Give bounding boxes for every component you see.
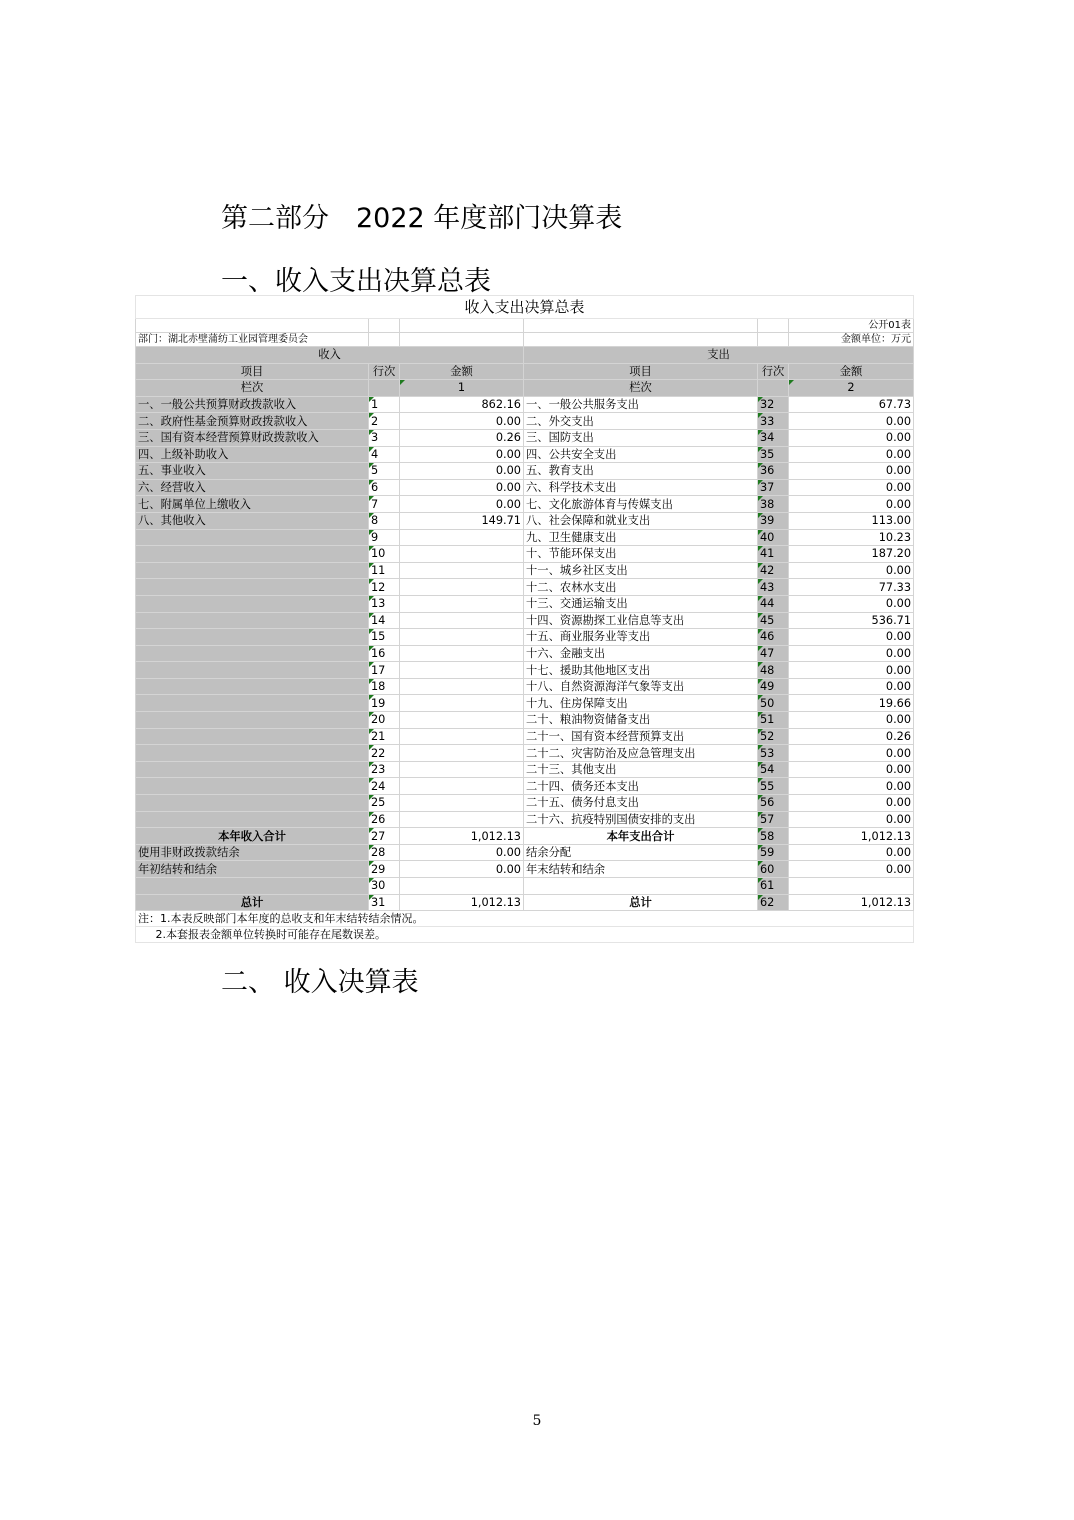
expense-item: 十九、住房保障支出	[524, 695, 758, 712]
income-row-no: 21	[369, 728, 400, 745]
expense-item: 十八、自然资源海洋气象等支出	[524, 678, 758, 695]
form-code: 公开01表	[789, 319, 914, 333]
income-item	[136, 579, 369, 596]
income-amount: 0.00	[400, 446, 524, 463]
income-item	[136, 662, 369, 679]
section-heading-2: 二、 收入决算表	[221, 967, 419, 998]
income-row-no: 15	[369, 629, 400, 646]
income-amount	[400, 795, 524, 812]
expense-item: 结余分配	[524, 844, 758, 861]
income-row-no-header: 行次	[369, 363, 400, 380]
income-row-no: 28	[369, 844, 400, 861]
expense-item: 十、节能环保支出	[524, 546, 758, 563]
income-item	[136, 562, 369, 579]
income-amount	[400, 629, 524, 646]
income-row-no: 6	[369, 479, 400, 496]
expense-amount: 0.00	[789, 761, 914, 778]
expense-index-label: 栏次	[524, 380, 758, 397]
table-note: 注：1.本表反映部门本年度的总收支和年末结转结余情况。	[136, 911, 914, 927]
income-amount: 149.71	[400, 512, 524, 529]
income-index-label: 栏次	[136, 380, 369, 397]
table-row	[136, 629, 914, 646]
expense-item: 八、社会保障和就业支出	[524, 512, 758, 529]
expense-row-no: 38	[758, 496, 789, 513]
income-row-no: 11	[369, 562, 400, 579]
income-item: 四、上级补助收入	[136, 446, 369, 463]
expense-row-no: 46	[758, 629, 789, 646]
expense-index-empty	[758, 380, 789, 397]
expense-row-no: 56	[758, 795, 789, 812]
expense-amount: 0.00	[789, 844, 914, 861]
income-row-no: 22	[369, 745, 400, 762]
expense-item: 一、一般公共服务支出	[524, 396, 758, 413]
income-item: 六、经营收入	[136, 479, 369, 496]
expense-amount: 77.33	[789, 579, 914, 596]
income-amount	[400, 546, 524, 563]
expense-amount: 1,012.13	[789, 828, 914, 845]
expense-amount: 0.00	[789, 712, 914, 729]
expense-item: 总计	[524, 894, 758, 911]
income-item	[136, 678, 369, 695]
income-item	[136, 728, 369, 745]
income-amount: 0.00	[400, 496, 524, 513]
table-row	[136, 413, 914, 430]
table-row	[136, 562, 914, 579]
page-number: 5	[532, 1413, 542, 1429]
income-item: 一、一般公共预算财政拨款收入	[136, 396, 369, 413]
expense-amount: 0.00	[789, 645, 914, 662]
expense-row-no: 50	[758, 695, 789, 712]
expense-amount: 0.00	[789, 678, 914, 695]
income-row-no: 29	[369, 861, 400, 878]
income-item: 使用非财政拨款结余	[136, 844, 369, 861]
expense-item: 二十、粮油物资储备支出	[524, 712, 758, 729]
expense-item: 二十六、抗疫特别国债安排的支出	[524, 811, 758, 828]
income-row-no: 20	[369, 712, 400, 729]
income-amount-header: 金额	[400, 363, 524, 380]
expense-amount: 0.00	[789, 413, 914, 430]
expense-item: 四、公共安全支出	[524, 446, 758, 463]
income-amount	[400, 695, 524, 712]
expense-item: 二十一、国有资本经营预算支出	[524, 728, 758, 745]
expense-amount: 0.26	[789, 728, 914, 745]
income-row-no: 9	[369, 529, 400, 546]
expense-row-no: 57	[758, 811, 789, 828]
income-index-empty	[369, 380, 400, 397]
expense-amount: 1,012.13	[789, 894, 914, 911]
expense-item: 十二、农林水支出	[524, 579, 758, 596]
income-row-no: 10	[369, 546, 400, 563]
expense-amount: 0.00	[789, 562, 914, 579]
expense-item: 二十四、债务还本支出	[524, 778, 758, 795]
expense-item: 三、国防支出	[524, 429, 758, 446]
expense-amount	[789, 878, 914, 895]
table-row	[136, 463, 914, 480]
expense-row-no: 47	[758, 645, 789, 662]
part-heading: 第二部分 2022 年度部门决算表	[221, 203, 623, 234]
expense-item: 九、卫生健康支出	[524, 529, 758, 546]
income-row-no: 12	[369, 579, 400, 596]
expense-item: 六、科学技术支出	[524, 479, 758, 496]
income-item: 本年收入合计	[136, 828, 369, 845]
table-row	[136, 512, 914, 529]
table-row	[136, 595, 914, 612]
income-item	[136, 695, 369, 712]
expense-amount: 0.00	[789, 446, 914, 463]
expense-item: 二十五、债务付息支出	[524, 795, 758, 812]
income-amount: 0.00	[400, 463, 524, 480]
income-row-no: 31	[369, 894, 400, 911]
expense-amount: 0.00	[789, 429, 914, 446]
expense-item: 二十二、灾害防治及应急管理支出	[524, 745, 758, 762]
income-amount: 0.26	[400, 429, 524, 446]
table-row	[136, 579, 914, 596]
expense-amount: 0.00	[789, 629, 914, 646]
table-row	[136, 712, 914, 729]
expense-row-no: 53	[758, 745, 789, 762]
income-item: 五、事业收入	[136, 463, 369, 480]
income-row-no: 2	[369, 413, 400, 430]
expense-row-no: 36	[758, 463, 789, 480]
expense-item: 二、外交支出	[524, 413, 758, 430]
expense-row-no: 42	[758, 562, 789, 579]
income-item	[136, 878, 369, 895]
income-row-no: 24	[369, 778, 400, 795]
table-row	[136, 429, 914, 446]
income-amount: 0.00	[400, 479, 524, 496]
income-amount	[400, 579, 524, 596]
income-row-no: 14	[369, 612, 400, 629]
note-row	[136, 927, 914, 943]
expense-row-no: 52	[758, 728, 789, 745]
expense-row-no-header: 行次	[758, 363, 789, 380]
income-expenditure-sheet	[135, 295, 913, 943]
expense-amount: 0.00	[789, 496, 914, 513]
income-row-no: 18	[369, 678, 400, 695]
income-item	[136, 811, 369, 828]
table-row	[136, 695, 914, 712]
expense-header: 支出	[524, 347, 914, 364]
expense-row-no: 51	[758, 712, 789, 729]
income-row-no: 13	[369, 595, 400, 612]
income-row-no: 25	[369, 795, 400, 812]
table-row	[136, 861, 914, 878]
income-amount: 0.00	[400, 413, 524, 430]
income-col-index: 1	[400, 380, 524, 397]
income-item	[136, 612, 369, 629]
table-row	[136, 529, 914, 546]
income-row-no: 17	[369, 662, 400, 679]
income-item	[136, 778, 369, 795]
expense-row-no: 43	[758, 579, 789, 596]
income-amount: 0.00	[400, 844, 524, 861]
expense-row-no: 58	[758, 828, 789, 845]
table-row	[136, 894, 914, 911]
income-item: 年初结转和结余	[136, 861, 369, 878]
unit-label: 金额单位：万元	[789, 333, 914, 347]
expense-row-no: 60	[758, 861, 789, 878]
table-row	[136, 496, 914, 513]
expense-amount-header: 金额	[789, 363, 914, 380]
expense-amount: 0.00	[789, 662, 914, 679]
income-amount: 862.16	[400, 396, 524, 413]
expense-item: 七、文化旅游体育与传媒支出	[524, 496, 758, 513]
expense-item: 二十三、其他支出	[524, 761, 758, 778]
income-row-no: 19	[369, 695, 400, 712]
income-amount	[400, 761, 524, 778]
table-row	[136, 446, 914, 463]
expense-amount: 536.71	[789, 612, 914, 629]
income-item	[136, 595, 369, 612]
income-row-no: 7	[369, 496, 400, 513]
income-amount: 1,012.13	[400, 894, 524, 911]
expense-row-no: 39	[758, 512, 789, 529]
expense-item: 十三、交通运输支出	[524, 595, 758, 612]
table-row	[136, 612, 914, 629]
income-item: 三、国有资本经营预算财政拨款收入	[136, 429, 369, 446]
table-row	[136, 828, 914, 845]
table-row	[136, 396, 914, 413]
income-item-header: 项目	[136, 363, 369, 380]
income-item	[136, 529, 369, 546]
income-row-no: 30	[369, 878, 400, 895]
income-amount	[400, 678, 524, 695]
expense-item: 十一、城乡社区支出	[524, 562, 758, 579]
expense-row-no: 41	[758, 546, 789, 563]
expense-amount: 113.00	[789, 512, 914, 529]
income-header: 收入	[136, 347, 524, 364]
summary-table	[135, 295, 914, 943]
table-row	[136, 778, 914, 795]
income-amount	[400, 712, 524, 729]
table-row	[136, 795, 914, 812]
income-row-no: 5	[369, 463, 400, 480]
expense-row-no: 55	[758, 778, 789, 795]
income-amount: 1,012.13	[400, 828, 524, 845]
income-row-no: 1	[369, 396, 400, 413]
income-amount	[400, 811, 524, 828]
income-amount	[400, 595, 524, 612]
expense-row-no: 54	[758, 761, 789, 778]
expense-item-header: 项目	[524, 363, 758, 380]
expense-row-no: 32	[758, 396, 789, 413]
income-amount	[400, 645, 524, 662]
expense-amount: 0.00	[789, 463, 914, 480]
table-row	[136, 844, 914, 861]
expense-item: 十六、金融支出	[524, 645, 758, 662]
expense-amount: 0.00	[789, 745, 914, 762]
income-row-no: 4	[369, 446, 400, 463]
income-item	[136, 645, 369, 662]
section-heading-1: 一、收入支出决算总表	[221, 266, 491, 297]
expense-item: 十四、资源勘探工业信息等支出	[524, 612, 758, 629]
expense-row-no: 34	[758, 429, 789, 446]
table-row	[136, 662, 914, 679]
expense-row-no: 61	[758, 878, 789, 895]
expense-amount: 187.20	[789, 546, 914, 563]
income-amount	[400, 745, 524, 762]
expense-row-no: 59	[758, 844, 789, 861]
note-row	[136, 911, 914, 927]
income-item	[136, 761, 369, 778]
expense-row-no: 35	[758, 446, 789, 463]
income-item	[136, 745, 369, 762]
income-amount	[400, 878, 524, 895]
income-item: 二、政府性基金预算财政拨款收入	[136, 413, 369, 430]
expense-row-no: 45	[758, 612, 789, 629]
expense-amount: 19.66	[789, 695, 914, 712]
income-amount	[400, 728, 524, 745]
expense-item: 本年支出合计	[524, 828, 758, 845]
expense-row-no: 40	[758, 529, 789, 546]
expense-row-no: 62	[758, 894, 789, 911]
table-row	[136, 761, 914, 778]
income-amount	[400, 778, 524, 795]
income-row-no: 23	[369, 761, 400, 778]
income-item: 八、其他收入	[136, 512, 369, 529]
income-amount	[400, 662, 524, 679]
expense-item: 十七、援助其他地区支出	[524, 662, 758, 679]
income-item	[136, 712, 369, 729]
department-label: 部门：湖北赤壁蒲纺工业园管理委员会	[136, 333, 369, 347]
expense-amount: 10.23	[789, 529, 914, 546]
table-title: 收入支出决算总表	[136, 296, 914, 319]
expense-item: 十五、商业服务业等支出	[524, 629, 758, 646]
income-amount	[400, 562, 524, 579]
income-amount	[400, 612, 524, 629]
table-note: 2.本套报表金额单位转换时可能存在尾数误差。	[136, 927, 914, 943]
table-row	[136, 645, 914, 662]
expense-amount: 0.00	[789, 811, 914, 828]
expense-amount: 0.00	[789, 861, 914, 878]
expense-row-no: 49	[758, 678, 789, 695]
expense-row-no: 37	[758, 479, 789, 496]
table-row	[136, 878, 914, 895]
table-row	[136, 745, 914, 762]
income-item	[136, 795, 369, 812]
income-row-no: 26	[369, 811, 400, 828]
table-row	[136, 546, 914, 563]
expense-item: 年末结转和结余	[524, 861, 758, 878]
expense-amount: 0.00	[789, 795, 914, 812]
income-row-no: 8	[369, 512, 400, 529]
income-item: 总计	[136, 894, 369, 911]
income-item	[136, 629, 369, 646]
expense-item	[524, 878, 758, 895]
table-row	[136, 811, 914, 828]
income-amount	[400, 529, 524, 546]
income-item	[136, 546, 369, 563]
expense-row-no: 33	[758, 413, 789, 430]
income-item: 七、附属单位上缴收入	[136, 496, 369, 513]
expense-row-no: 48	[758, 662, 789, 679]
expense-item: 五、教育支出	[524, 463, 758, 480]
expense-amount: 0.00	[789, 479, 914, 496]
income-amount: 0.00	[400, 861, 524, 878]
table-row	[136, 479, 914, 496]
income-row-no: 27	[369, 828, 400, 845]
expense-amount: 0.00	[789, 595, 914, 612]
expense-amount: 0.00	[789, 778, 914, 795]
table-row	[136, 728, 914, 745]
expense-row-no: 44	[758, 595, 789, 612]
expense-col-index: 2	[789, 380, 914, 397]
table-row	[136, 678, 914, 695]
income-row-no: 16	[369, 645, 400, 662]
income-row-no: 3	[369, 429, 400, 446]
expense-amount: 67.73	[789, 396, 914, 413]
